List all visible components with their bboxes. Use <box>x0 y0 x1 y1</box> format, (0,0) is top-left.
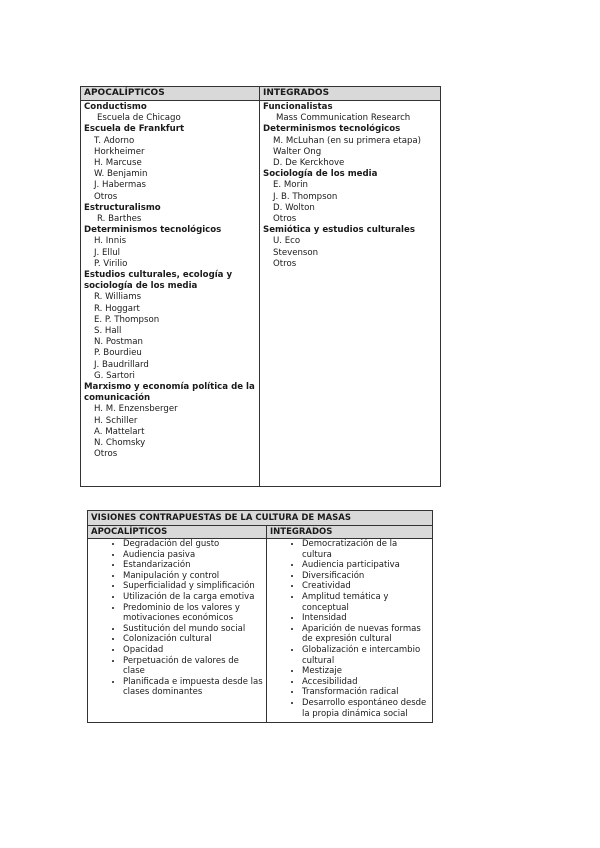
author-group-title: Semiótica y estudios culturales <box>263 225 415 236</box>
author-item: Otros <box>94 191 118 202</box>
header-integrados: INTEGRADOS <box>267 526 433 539</box>
authors-table <box>80 86 441 487</box>
author-item: S. Hall <box>94 326 122 337</box>
author-item: D. Wolton <box>273 202 315 213</box>
vision-item: • Perpetuación de valores de clase <box>123 656 263 677</box>
author-item: H. Marcuse <box>94 158 142 169</box>
author-item: Horkheimer <box>94 146 145 157</box>
author-item: Stevenson <box>273 247 319 258</box>
vision-item: • Diversificación <box>302 571 429 582</box>
author-item: Mass Communication Research <box>276 113 411 124</box>
author-group-title: Escuela de Frankfurt <box>84 124 185 135</box>
author-item: P. Virilio <box>94 258 128 269</box>
author-group-title: Conductismo <box>84 102 147 112</box>
vision-item: • Superficialidad y simplificación <box>123 581 263 592</box>
header-integrados: INTEGRADOS <box>260 87 441 101</box>
author-item: G. Sartori <box>94 370 135 381</box>
table-title: VISIONES CONTRAPUESTAS DE LA CULTURA DE MASAS <box>88 511 433 526</box>
header-apocalipticos: APOCALÍPTICOS <box>81 87 260 101</box>
integrados-visions <box>267 539 433 723</box>
author-item: Escuela de Chicago <box>97 113 181 124</box>
author-item: T. Adorno <box>94 135 135 146</box>
author-group-title: Estudios culturales, ecología y sociología de los media <box>84 270 233 292</box>
author-item: Otros <box>94 449 118 460</box>
author-item: R. Hoggart <box>94 303 140 314</box>
author-item: W. Benjamin <box>94 169 148 180</box>
vision-item: • Planificada e impuesta desde las clases dominantes <box>123 677 263 698</box>
vision-item: • Manipulación y control <box>123 571 263 582</box>
visions-table <box>87 510 433 723</box>
vision-item: • Transformación radical <box>302 687 429 698</box>
vision-item: • Desarrollo espontáneo desde la propia dinámica social <box>302 698 429 719</box>
author-item: E. P. Thompson <box>94 314 160 325</box>
author-item: H. Innis <box>94 236 127 247</box>
author-group-title: Sociología de los media <box>263 169 378 180</box>
vision-item: • Intensidad <box>302 613 429 624</box>
vision-item: • Colonización cultural <box>123 634 263 645</box>
author-item: Otros <box>273 214 297 225</box>
vision-item: • Globalización e intercambio cultural <box>302 645 429 666</box>
author-group-title: Funcionalistas <box>263 102 333 112</box>
vision-item: • Creatividad <box>302 581 429 592</box>
vision-item: • Audiencia participativa <box>302 560 429 571</box>
author-item: H. Schiller <box>94 415 138 426</box>
author-group-title: Marxismo y economía política de la comunicación <box>84 382 255 404</box>
author-item: Otros <box>273 258 297 269</box>
vision-item: • Estandarización <box>123 560 263 571</box>
vision-item: • Utilización de la carga emotiva <box>123 592 263 603</box>
author-item: M. McLuhan (en su primera etapa) <box>273 135 422 146</box>
author-item: U. Eco <box>273 236 301 247</box>
vision-item: • Aparición de nuevas formas de expresión cultural <box>302 624 429 645</box>
author-item: J. Habermas <box>94 180 146 191</box>
author-item: R. Barthes <box>97 214 142 225</box>
author-group-title: Estructuralismo <box>84 202 161 213</box>
vision-item: • Sustitución del mundo social <box>123 624 263 635</box>
vision-item: • Audiencia pasiva <box>123 550 263 561</box>
author-item: N. Postman <box>94 337 143 348</box>
author-group-title: Determinismos tecnológicos <box>263 124 401 135</box>
author-item: P. Bourdieu <box>94 348 142 359</box>
vision-item: • Mestizaje <box>302 666 429 677</box>
author-item: J. Baudrillard <box>94 359 149 370</box>
author-item: N. Chomsky <box>94 438 146 449</box>
vision-item: • Opacidad <box>123 645 263 656</box>
author-item: Walter Ong <box>273 146 322 157</box>
apocalipticos-column <box>81 101 260 487</box>
author-group-title: Determinismos tecnológicos <box>84 225 222 236</box>
vision-item: • Degradación del gusto <box>123 539 263 550</box>
author-item: A. Mattelart <box>94 426 145 437</box>
vision-item: • Accesibilidad <box>302 677 429 688</box>
author-item: J. Ellul <box>94 247 121 258</box>
author-item: D. De Kerckhove <box>273 158 345 169</box>
vision-item: • Predominio de los valores y motivaciones económicos <box>123 603 263 624</box>
vision-item: • Democratización de la cultura <box>302 539 429 560</box>
author-item: H. M. Enzensberger <box>94 404 178 415</box>
author-item: R. Williams <box>94 292 142 303</box>
header-apocalipticos: APOCALÍPTICOS <box>88 526 267 539</box>
author-item: J. B. Thompson <box>273 191 338 202</box>
author-item: E. Morin <box>273 180 308 191</box>
apocalipticos-visions <box>88 539 267 723</box>
vision-item: • Amplitud temática y conceptual <box>302 592 429 613</box>
integrados-column <box>260 101 441 487</box>
